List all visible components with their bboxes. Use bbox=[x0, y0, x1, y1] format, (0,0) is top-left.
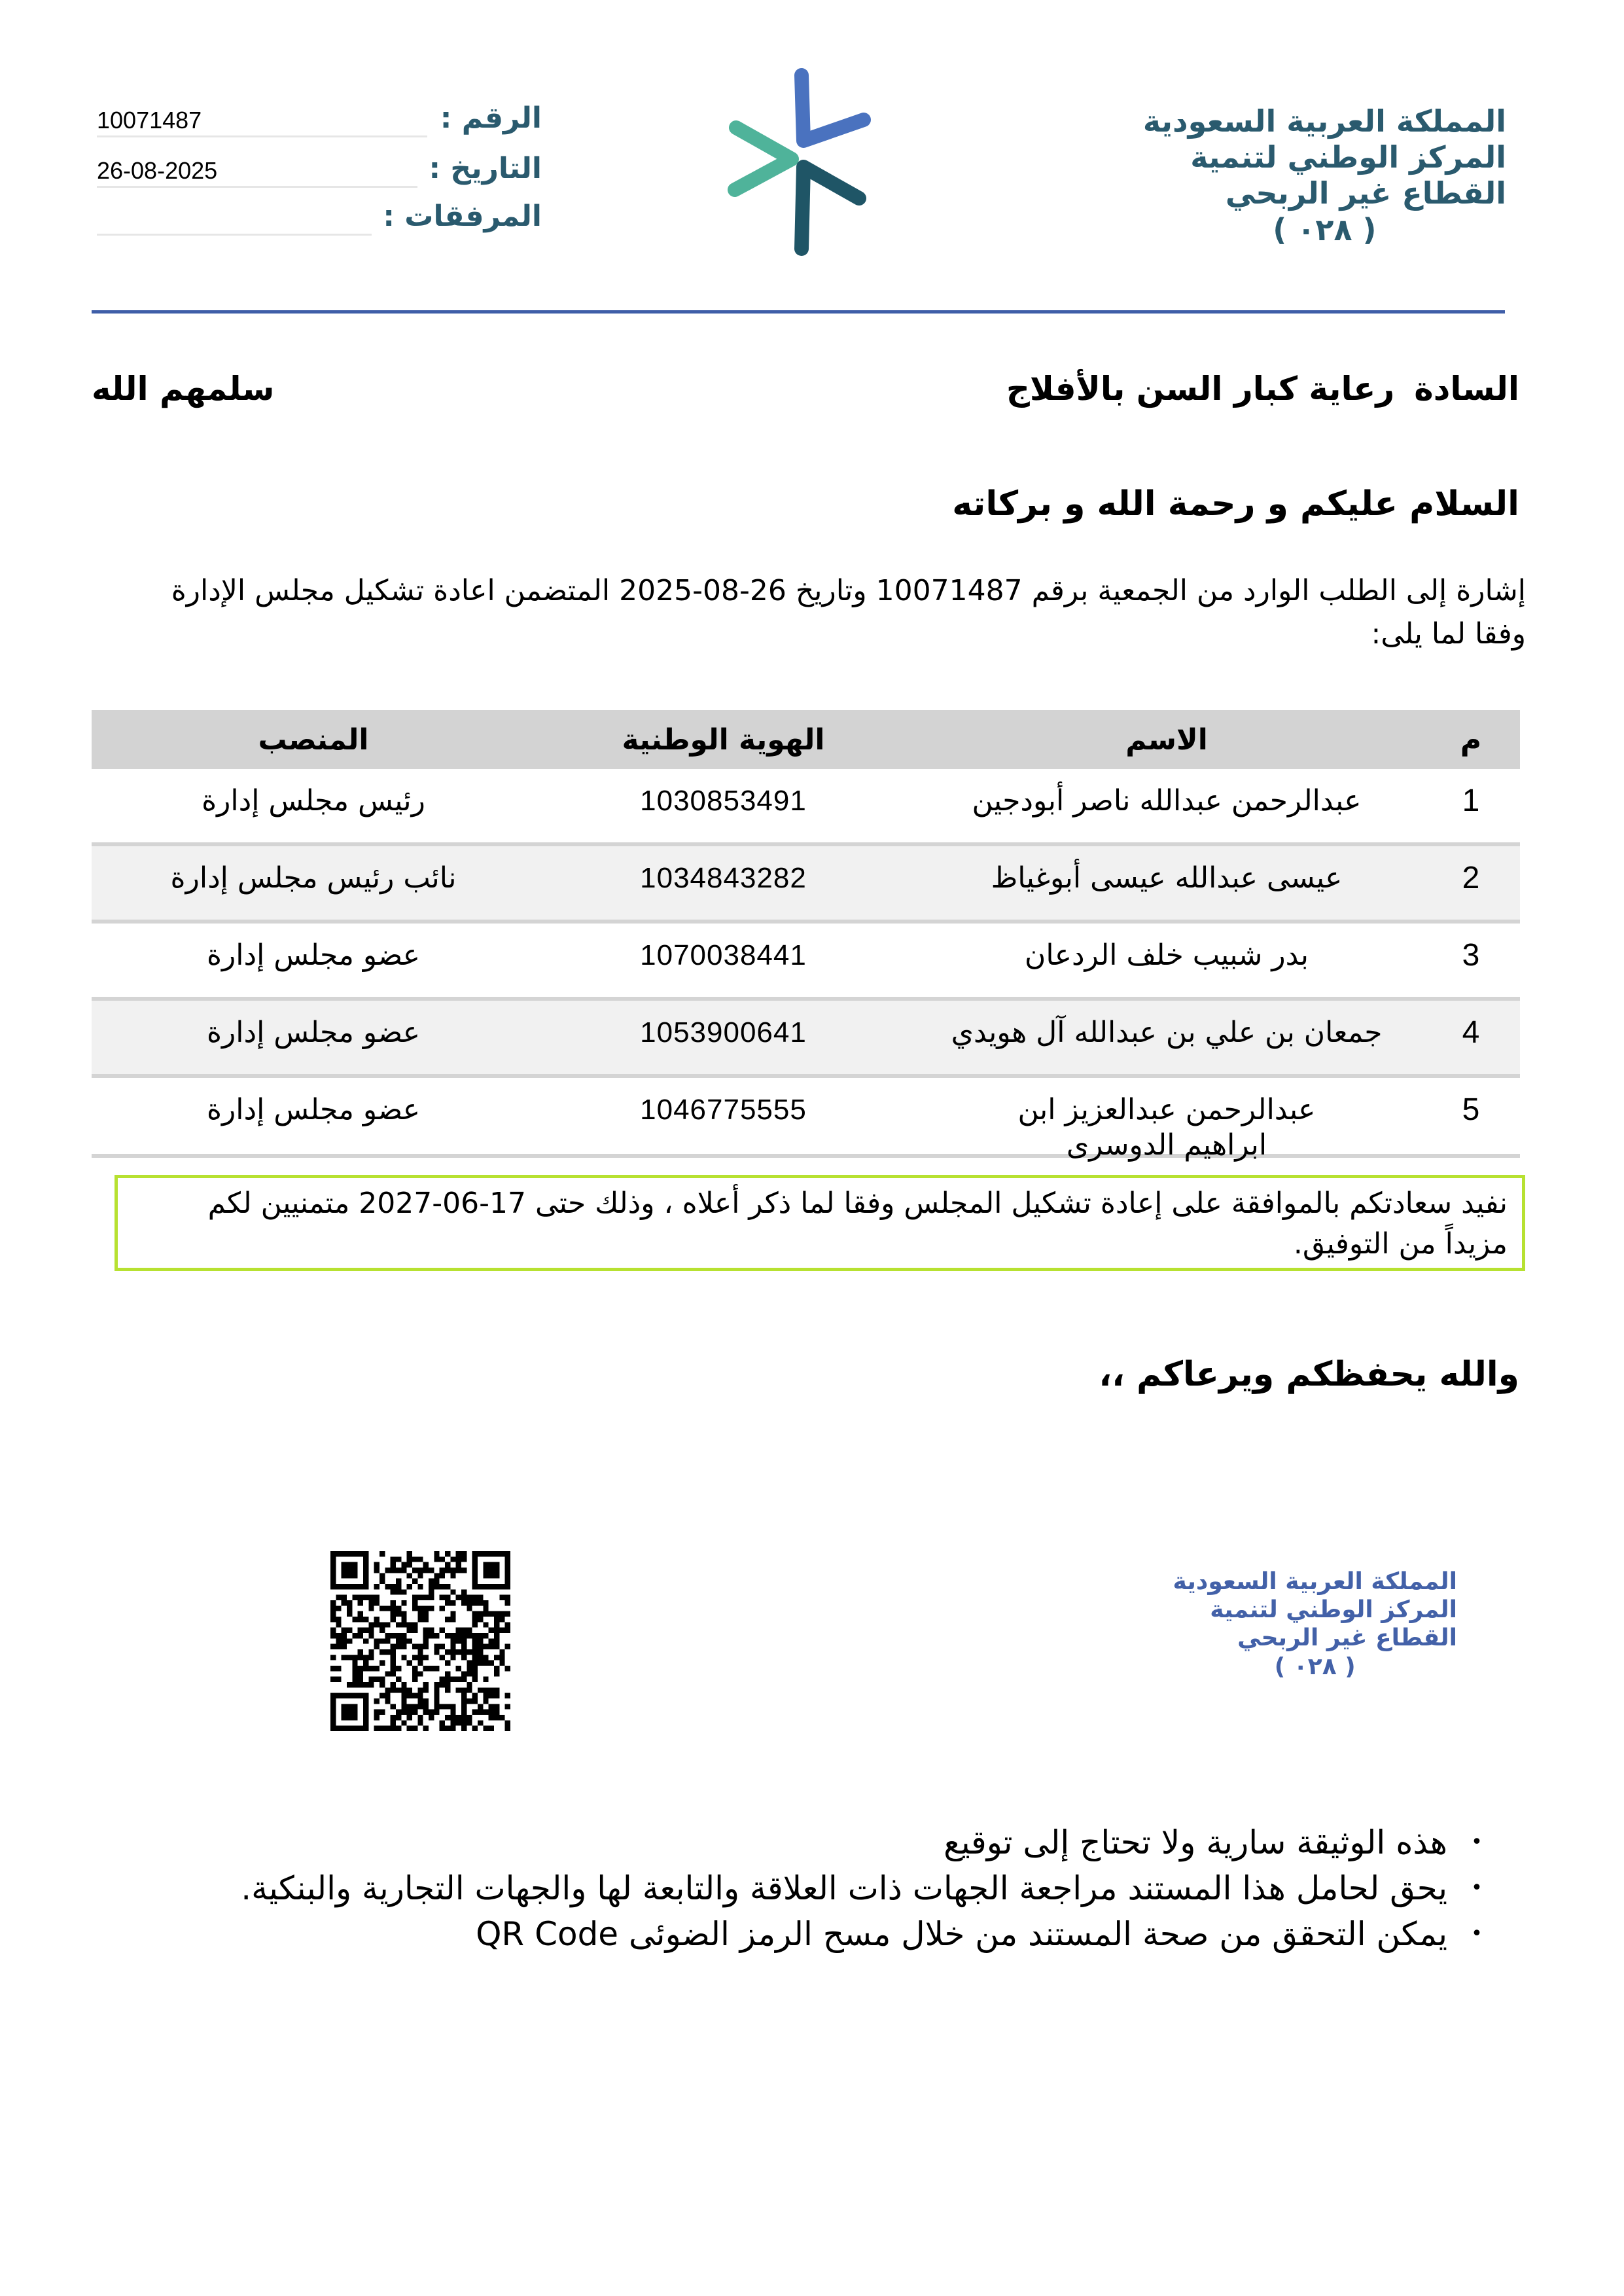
member-name: جمعان بن علي بن عبدالله آل هويدي bbox=[951, 1016, 1383, 1049]
column-header-national-id: الهوية الوطنية bbox=[622, 723, 825, 757]
date-field bbox=[97, 152, 542, 191]
addressee bbox=[1006, 370, 1519, 408]
reference-number-value: 10071487 bbox=[97, 107, 202, 134]
note-text: يحق لحامل هذا المستند مراجعة الجهات ذات العلاقة والتابعة لها والجهات التجارية والبنكية. bbox=[241, 1869, 1447, 1907]
member-national-id: 1034843282 bbox=[640, 862, 807, 894]
row-number: 3 bbox=[1462, 938, 1480, 973]
member-position: عضو مجلس إدارة bbox=[206, 939, 421, 972]
stamp-line-center: المركز الوطني لتنمية bbox=[1210, 1596, 1457, 1624]
note-text: يمكن التحقق من صحة المستند من خلال مسح الرمز الضوئى QR Code bbox=[476, 1915, 1447, 1953]
org-line-kingdom: المملكة العربية السعودية bbox=[1142, 103, 1506, 139]
closing-phrase: والله يحفظكم ويرعاكم ،، bbox=[1099, 1355, 1519, 1394]
greeting: السلام عليكم و رحمة الله و بركاته bbox=[952, 484, 1519, 524]
member-name: عيسى عبدالله عيسى أبوغياظ bbox=[991, 861, 1343, 895]
table-row bbox=[92, 769, 1520, 846]
reference-number-label: الرقم : bbox=[440, 101, 542, 135]
header-divider bbox=[92, 310, 1505, 314]
date-label: التاريخ : bbox=[429, 152, 542, 185]
date-value: 26-08-2025 bbox=[97, 157, 218, 184]
member-position: نائب رئيس مجلس إدارة bbox=[170, 861, 457, 895]
board-members-table bbox=[92, 710, 1520, 1162]
member-name: عبدالرحمن عبدالعزيز ابن ابراهيم الدوسرى bbox=[1017, 1093, 1316, 1162]
note-item bbox=[171, 1911, 1483, 1957]
bullet-icon: • bbox=[1471, 1876, 1483, 1899]
addressee-prefix: السادة bbox=[1414, 370, 1519, 408]
column-header-number: م bbox=[1460, 723, 1482, 757]
ncnp-logo-icon bbox=[716, 62, 887, 259]
org-line-center: المركز الوطني لتنمية bbox=[1190, 139, 1506, 175]
row-number: 1 bbox=[1462, 783, 1480, 818]
table-row bbox=[92, 924, 1520, 1001]
approval-box bbox=[115, 1175, 1525, 1271]
row-number: 5 bbox=[1462, 1092, 1480, 1127]
bullet-icon: • bbox=[1471, 1831, 1483, 1854]
intro-paragraph: إشارة إلى الطلب الوارد من الجمعية برقم 10071487 وتاريخ 26-08-2025 المتضمن اعادة تشكيل مجلس الإدارة وفقا لما يلى: bbox=[171, 574, 1526, 651]
organization-name-stamp bbox=[1173, 1568, 1457, 1681]
member-national-id: 1046775555 bbox=[640, 1094, 807, 1126]
member-national-id: 1070038441 bbox=[640, 939, 807, 971]
table-row bbox=[92, 1078, 1520, 1162]
logo-green-chevron bbox=[735, 128, 792, 190]
addressee-suffix: سلمهم الله bbox=[92, 370, 275, 408]
member-name: عبدالرحمن عبدالله ناصر أبودجين bbox=[972, 784, 1362, 817]
attachments-field bbox=[97, 200, 542, 239]
column-header-name: الاسم bbox=[1125, 723, 1208, 757]
stamp-line-sector: القطاع غير الربحي bbox=[1237, 1624, 1457, 1652]
member-position: عضو مجلس إدارة bbox=[206, 1093, 421, 1126]
table-row bbox=[92, 1001, 1520, 1078]
member-national-id: 1053900641 bbox=[640, 1016, 807, 1049]
member-position: رئيس مجلس إدارة bbox=[202, 784, 425, 817]
table-row bbox=[92, 846, 1520, 924]
organization-name-header bbox=[1143, 103, 1506, 248]
attachments-label: المرفقات : bbox=[383, 200, 542, 233]
org-line-sector: القطاع غير الربحي bbox=[1225, 175, 1506, 211]
table-header bbox=[92, 710, 1520, 769]
attachments-underline bbox=[97, 234, 372, 236]
stamp-number: ( ٠٢٨ ) bbox=[1274, 1653, 1356, 1680]
stamp-line-kingdom: المملكة العربية السعودية bbox=[1173, 1568, 1457, 1595]
qr-code-icon[interactable] bbox=[330, 1551, 510, 1731]
note-item bbox=[171, 1820, 1483, 1865]
date-underline bbox=[97, 186, 417, 188]
member-position: عضو مجلس إدارة bbox=[206, 1016, 421, 1049]
member-national-id: 1030853491 bbox=[640, 785, 807, 817]
document-notes-list bbox=[171, 1820, 1487, 1957]
logo-blue-chevron bbox=[802, 75, 864, 141]
member-name: بدر شبيب خلف الردعان bbox=[1025, 939, 1309, 972]
bullet-icon: • bbox=[1471, 1922, 1483, 1945]
logo-dark-chevron bbox=[802, 167, 859, 249]
addressee-name: رعاية كبار السن بالأفلاج bbox=[1006, 370, 1395, 408]
note-text: هذه الوثيقة سارية ولا تحتاج إلى توقيع bbox=[944, 1823, 1447, 1861]
org-number: ( ٠٢٨ ) bbox=[1273, 211, 1377, 247]
approval-text: نفيد سعادتكم بالموافقة على إعادة تشكيل المجلس وفقا لما ذكر أعلاه ، وذلك حتى 17-06-2027 متمنيين لكم مزيداً من التوفيق. bbox=[207, 1187, 1508, 1261]
reference-number-field bbox=[97, 101, 542, 141]
note-item bbox=[171, 1865, 1483, 1911]
row-number: 4 bbox=[1462, 1015, 1480, 1050]
column-header-position: المنصب bbox=[258, 723, 369, 757]
row-number: 2 bbox=[1462, 861, 1480, 895]
reference-number-underline bbox=[97, 135, 427, 137]
